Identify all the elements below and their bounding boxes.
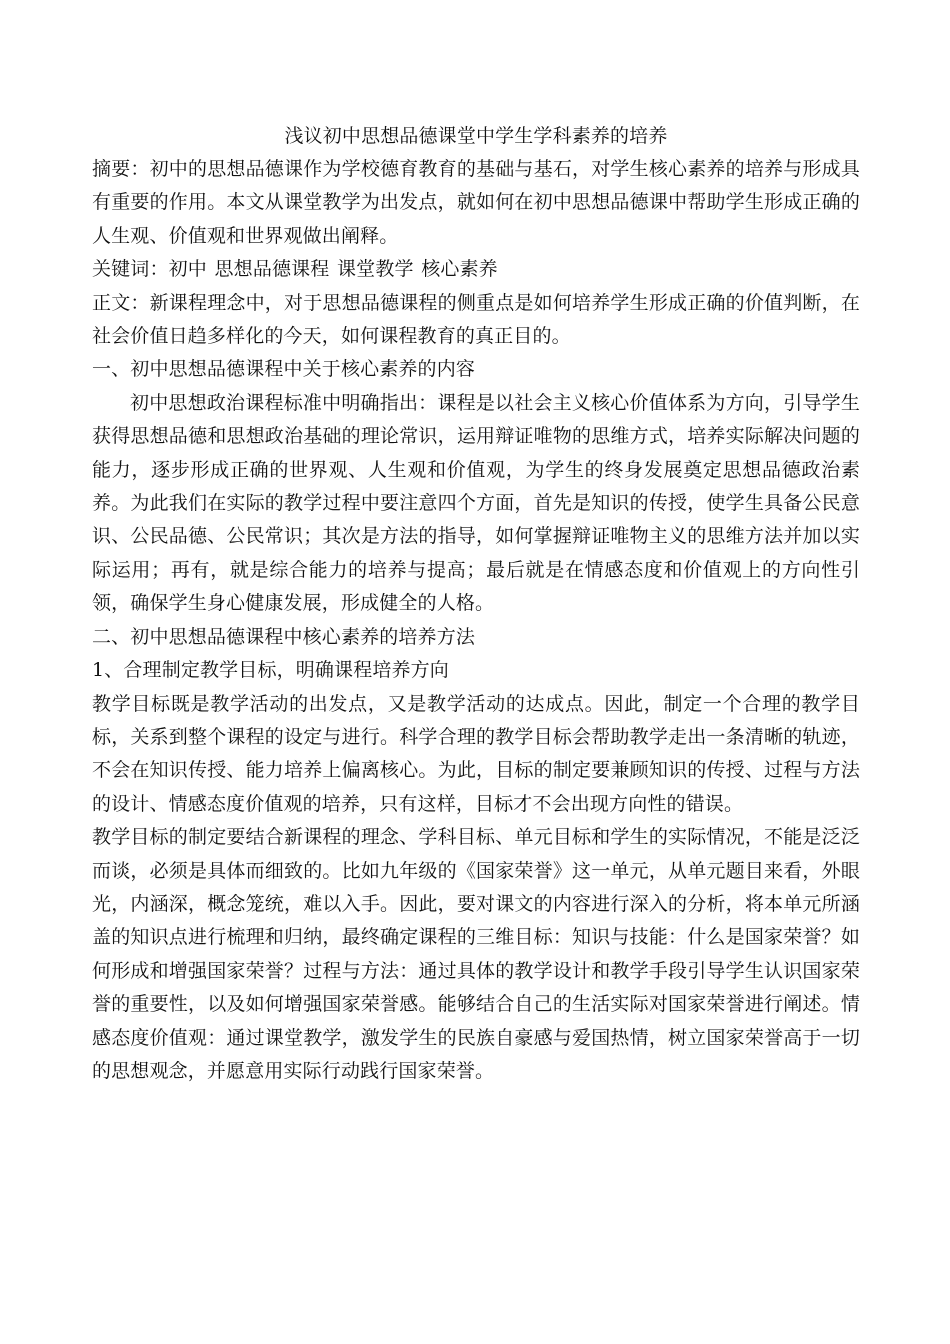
keyword-item: 思想品德课程 [214,258,330,281]
subsection1-paragraph-2: 教学目标的制定要结合新课程的理念、学科目标、单元目标和学生的实际情况，不能是泛泛而谈，必须是具体而细致的。比如九年级的《国家荣誉》这一单元，从单元题目来看，外眼光，内涵深，概念笼统，难以入手。因此，要对课文的内容进行深入的分析，将本单元所涵盖的知识点进行梳理和归纳，最终确定课程的三维目标：知识与技能：什么是国家荣誉？如何形成和增强国家荣誉？过程与方法：通过具体的教学设计和教学手段引导学生认识国家荣誉的重要性，以及如何增强国家荣誉感。能够结合自己的生活实际对国家荣誉进行阐述。情感态度价值观：通过课堂教学，激发学生的民族自豪感与爱国热情，树立国家荣誉高于一切的思想观念，并愿意用实际行动践行国家荣誉。 [92,826,860,1082]
subsection1-paragraph-1: 教学目标既是教学活动的出发点，又是教学活动的达成点。因此，制定一个合理的教学目标，关系到整个课程的设定与进行。科学合理的教学目标会帮助教学走出一条清晰的轨迹，不会在知识传授、能力培养上偏离核心。为此，目标的制定要兼顾知识的传授、过程与方法的设计、情感态度价值观的培养，只有这样，目标才不会出现方向性的错误。 [92,692,860,815]
document-title: 浅议初中思想品德课堂中学生学科素养的培养 [284,125,668,147]
section1-heading: 一、初中思想品德课程中关于核心素养的内容 [92,358,476,381]
abstract-paragraph: 摘要：初中的思想品德课作为学校德育教育的基础与基石，对学生核心素养的培养与形成具有重要的作用。本文从课堂教学为出发点，就如何在初中思想品德课中帮助学生形成正确的人生观、价值观和世界观做出阐释。 [92,158,860,247]
keyword-item: 课堂教学 [337,258,414,281]
section1-paragraph: 初中思想政治课程标准中明确指出：课程是以社会主义核心价值体系为方向，引导学生获得思想品德和思想政治基础的理论常识，运用辩证唯物的思维方式，培养实际解决问题的能力，逐步形成正确的世界观、人生观和价值观，为学生的终身发展奠定思想品德政治素养。为此我们在实际的教学过程中要注意四个方面，首先是知识的传授，使学生具备公民意识、公民品德、公民常识；其次是方法的指导，如何掌握辩证唯物主义的思维方法并加以实际运用；再有，就是综合能力的培养与提高；最后就是在情感态度和价值观上的方向性引领，确保学生身心健康发展，形成健全的人格。 [92,391,860,615]
body-intro-paragraph: 正文：新课程理念中，对于思想品德课程的侧重点是如何培养学生形成正确的价值判断，在社会价值日趋多样化的今天，如何课程教育的真正目的。 [92,291,860,348]
keywords-line [92,253,860,286]
keyword-item: 核心素养 [421,258,498,281]
section2-heading: 二、初中思想品德课程中核心素养的培养方法 [92,625,476,648]
document-page [92,120,860,1088]
subsection1-heading: 1、合理制定教学目标，明确课程培养方向 [92,659,449,682]
keywords-label: 关键词： [92,258,169,281]
keyword-item: 初中 [168,258,207,281]
